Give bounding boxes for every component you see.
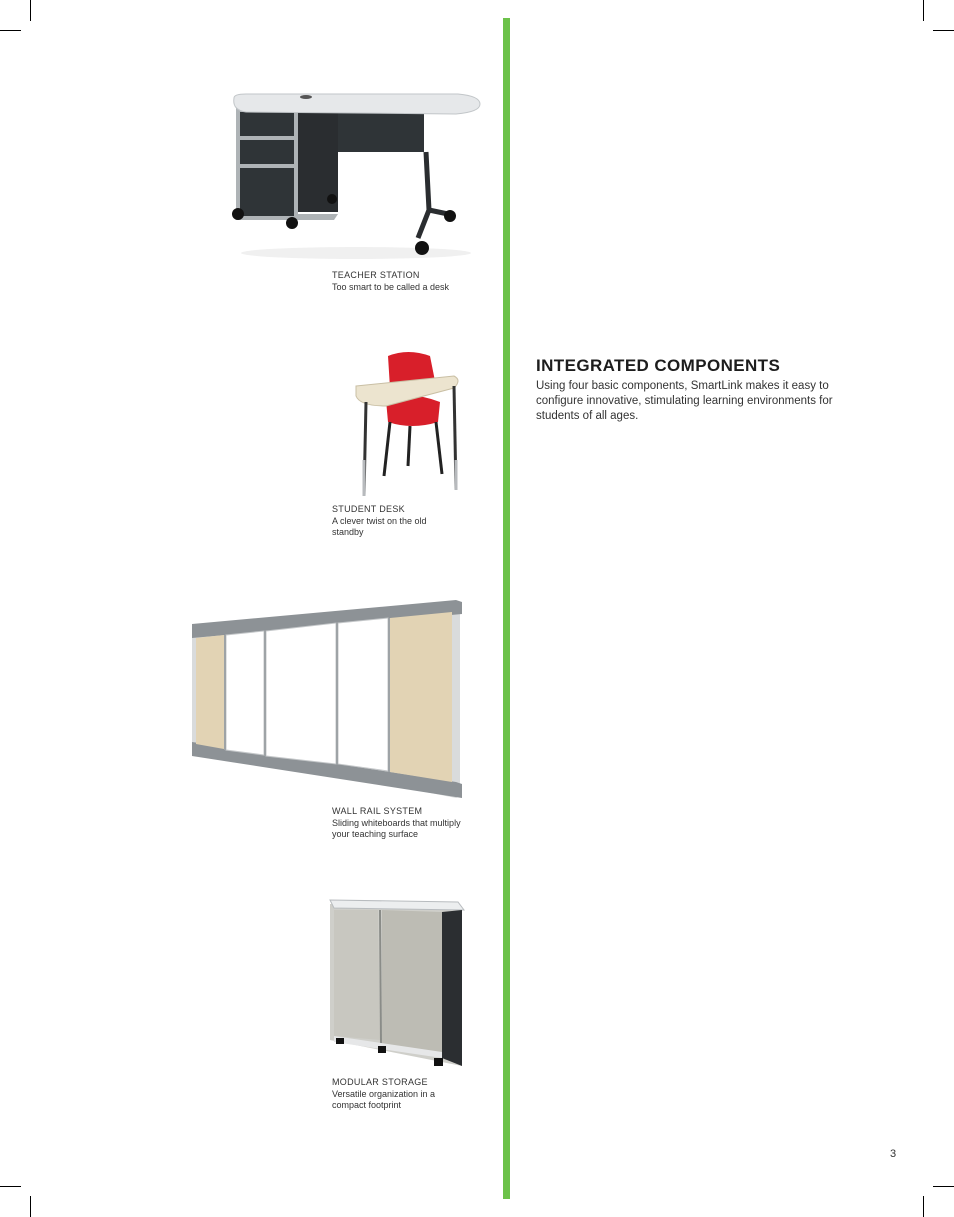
- crop-mark: [933, 1186, 954, 1187]
- section-heading: INTEGRATED COMPONENTS: [536, 356, 781, 375]
- student-desk-image: [350, 350, 468, 500]
- student-desk-caption: [332, 504, 447, 539]
- green-divider: [503, 18, 510, 1199]
- crop-mark: [923, 0, 924, 21]
- product-title: WALL RAIL SYSTEM: [332, 806, 423, 816]
- crop-mark: [30, 1196, 31, 1217]
- teacher-station-image: [226, 88, 484, 264]
- page-number: 3: [890, 1148, 897, 1160]
- product-title: STUDENT DESK: [332, 504, 405, 514]
- crop-mark: [923, 1196, 924, 1217]
- modular-storage-caption: [332, 1077, 450, 1112]
- product-description: Sliding whiteboards that multiply your teaching surface: [332, 817, 461, 839]
- product-description: Versatile organization in a compact footprint: [332, 1088, 436, 1110]
- teacher-station-caption: [332, 270, 472, 293]
- section-body: Using four basic components, SmartLink makes it easy to configure innovative, stimulating learning environments for students of all ages.: [536, 380, 833, 422]
- product-title: MODULAR STORAGE: [332, 1077, 428, 1087]
- wall-rail-system-image: [188, 596, 470, 806]
- crop-mark: [933, 30, 954, 31]
- crop-mark: [30, 0, 31, 21]
- modular-storage-image: [326, 898, 468, 1070]
- wall-rail-system-caption: [332, 806, 472, 841]
- product-description: Too smart to be called a desk: [332, 281, 450, 292]
- crop-mark: [0, 1186, 21, 1187]
- crop-mark: [0, 30, 21, 31]
- product-title: TEACHER STATION: [332, 270, 420, 280]
- product-description: A clever twist on the old standby: [332, 515, 427, 537]
